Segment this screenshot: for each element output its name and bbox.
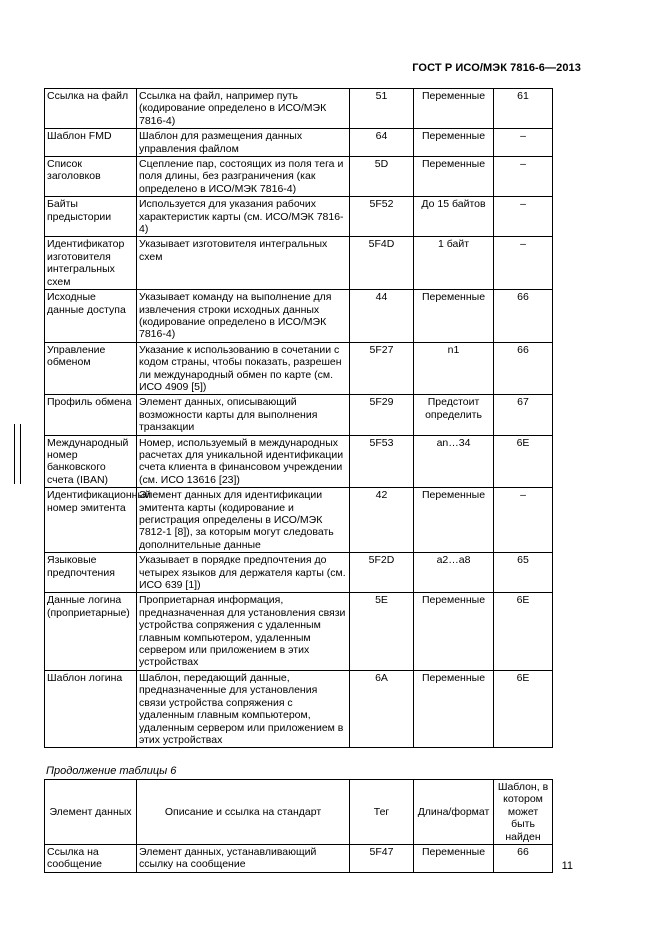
cell-template: 66 — [494, 290, 553, 343]
cell-template: – — [494, 157, 553, 197]
cell-template: 6E — [494, 435, 553, 488]
table-header-row — [45, 780, 553, 845]
continuation-table — [44, 779, 553, 873]
cell-element: Исходные данные доступа — [45, 290, 137, 343]
cell-description: Элемент данных для идентификации эмитента карты (кодирование и регистрация определены в ИСО/МЭК 7812-1 [8]), за которым могут следовать дополнительные данные — [137, 488, 350, 553]
table-row — [45, 89, 553, 129]
cell-description: Элемент данных, описывающий возможности карты для выполнения транзакции — [137, 395, 350, 435]
table-row — [45, 670, 553, 747]
table-row — [45, 593, 553, 670]
cell-template: – — [494, 129, 553, 157]
cell-tag: 5F53 — [350, 435, 414, 488]
cell-length: a2…a8 — [414, 553, 494, 593]
cell-description: Номер, используемый в международных расчетах для уникальной идентификации счета клиента в финансовом учреждении (см. ИСО 13616 [23]) — [137, 435, 350, 488]
cell-length: n1 — [414, 342, 494, 395]
cell-element: Шаблон FMD — [45, 129, 137, 157]
cell-tag: 5F2D — [350, 553, 414, 593]
header-length-format: Длина/формат — [414, 780, 494, 845]
cell-template: 6E — [494, 670, 553, 747]
cell-template: – — [494, 197, 553, 237]
cell-length: До 15 байтов — [414, 197, 494, 237]
header-description: Описание и ссылка на стандарт — [137, 780, 350, 845]
cell-element: Международный номер банковского счета (IBAN) — [45, 435, 137, 488]
document-header: ГОСТ Р ИСО/МЭК 7816-6—2013 — [412, 62, 581, 74]
cell-tag: 5D — [350, 157, 414, 197]
cell-element: Шаблон логина — [45, 670, 137, 747]
cell-description: Ссылка на файл, например путь (кодирование определено в ИСО/МЭК 7816-4) — [137, 89, 350, 129]
cell-element: Список заголовков — [45, 157, 137, 197]
table-row — [45, 290, 553, 343]
cell-description: Используется для указания рабочих характеристик карты (см. ИСО/МЭК 7816-4) — [137, 197, 350, 237]
cell-template: – — [494, 237, 553, 290]
cell-tag: 44 — [350, 290, 414, 343]
cell-length: 1 байт — [414, 237, 494, 290]
cell-element: Байты предыстории — [45, 197, 137, 237]
header-tag: Тег — [350, 780, 414, 845]
table-row — [45, 395, 553, 435]
cell-description: Указание к использованию в сочетании с кодом страны, чтобы показать, разрешен ли международный обмен по карте (см. ИСО 4909 [5]) — [137, 342, 350, 395]
cell-tag: 5F47 — [350, 845, 414, 873]
table-continuation-label: Продолжение таблицы 6 — [46, 765, 177, 777]
cell-tag: 5F52 — [350, 197, 414, 237]
cell-description: Шаблон для размещения данных управления файлом — [137, 129, 350, 157]
cell-length: Переменные — [414, 157, 494, 197]
cell-length: Переменные — [414, 89, 494, 129]
cell-element: Ссылка на файл — [45, 89, 137, 129]
cell-length: Переменные — [414, 129, 494, 157]
cell-element: Данные логина (проприетарные) — [45, 593, 137, 670]
cell-element: Языковые предпочтения — [45, 553, 137, 593]
cell-template: 65 — [494, 553, 553, 593]
header-template: Шаблон, в котором может быть найден — [494, 780, 553, 845]
cell-template: 66 — [494, 342, 553, 395]
cell-template: 66 — [494, 845, 553, 873]
data-elements-table — [44, 88, 553, 748]
table-row — [45, 845, 553, 873]
cell-tag: 64 — [350, 129, 414, 157]
cell-length: Переменные — [414, 593, 494, 670]
cell-element: Идентификационный номер эмитента — [45, 488, 137, 553]
cell-tag: 5F27 — [350, 342, 414, 395]
cell-length: Переменные — [414, 845, 494, 873]
cell-description: Указывает команду на выполнение для извлечения строки исходных данных (кодирование определено в ИСО/МЭК 7816-4) — [137, 290, 350, 343]
cell-element: Ссылка на сообщение — [45, 845, 137, 873]
table-row — [45, 488, 553, 553]
table-row — [45, 553, 553, 593]
cell-tag: 5F4D — [350, 237, 414, 290]
cell-template: – — [494, 488, 553, 553]
cell-template: 61 — [494, 89, 553, 129]
margin-change-bars — [14, 424, 22, 484]
table-row — [45, 157, 553, 197]
cell-length: Переменные — [414, 290, 494, 343]
cell-element: Идентификатор изготовителя интегральных схем — [45, 237, 137, 290]
table-row — [45, 197, 553, 237]
cell-description: Проприетарная информация, предназначенная для установления связи устройства сопряжения с удаленным главным компьютером, удаленным сервером или приложением в этих устройствах — [137, 593, 350, 670]
cell-tag: 42 — [350, 488, 414, 553]
cell-length: an…34 — [414, 435, 494, 488]
cell-description: Элемент данных, устанавливающий ссылку на сообщение — [137, 845, 350, 873]
page-number: 11 — [561, 860, 573, 872]
cell-length: Переменные — [414, 670, 494, 747]
cell-description: Указывает изготовителя интегральных схем — [137, 237, 350, 290]
cell-element: Управление обменом — [45, 342, 137, 395]
cell-template: 6E — [494, 593, 553, 670]
cell-tag: 51 — [350, 89, 414, 129]
cell-element: Профиль обмена — [45, 395, 137, 435]
cell-description: Указывает в порядке предпочтения до четырех языков для держателя карты (см. ИСО 639 [1]) — [137, 553, 350, 593]
table-row — [45, 129, 553, 157]
cell-length: Переменные — [414, 488, 494, 553]
table-row — [45, 342, 553, 395]
cell-description: Шаблон, передающий данные, предназначенные для установления связи устройства сопряжения с удаленным главным компьютером, удаленным сервером или приложением в этих устройствах — [137, 670, 350, 747]
table-row — [45, 237, 553, 290]
cell-tag: 5F29 — [350, 395, 414, 435]
table-row — [45, 435, 553, 488]
header-data-element: Элемент данных — [45, 780, 137, 845]
cell-length: Предстоит определить — [414, 395, 494, 435]
cell-tag: 5E — [350, 593, 414, 670]
cell-description: Сцепление пар, состоящих из поля тега и поля длины, без разграничения (как определено в ИСО/МЭК 7816-4) — [137, 157, 350, 197]
cell-template: 67 — [494, 395, 553, 435]
cell-tag: 6A — [350, 670, 414, 747]
